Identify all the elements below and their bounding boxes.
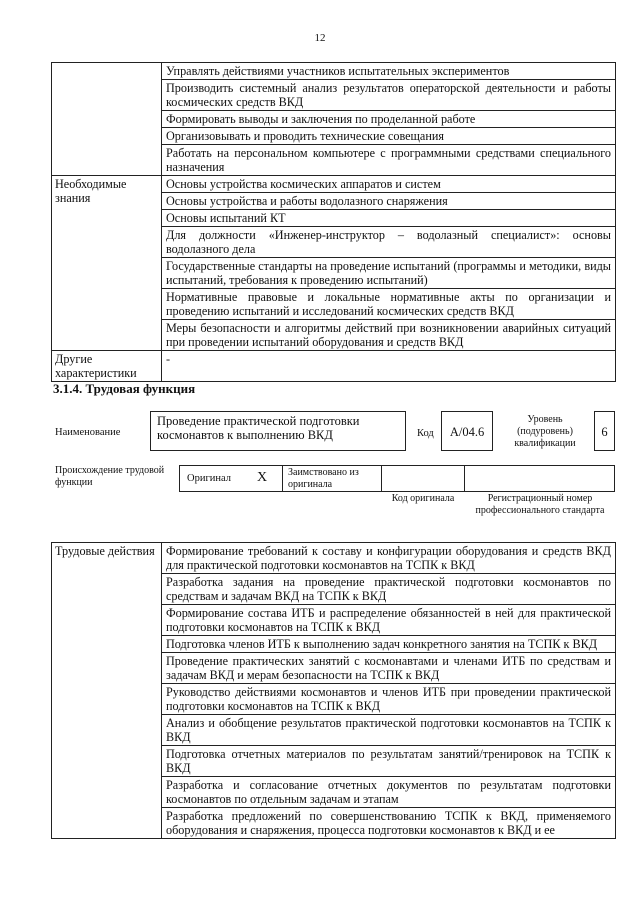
skills-knowledge-table xyxy=(51,62,616,382)
page-number: 12 xyxy=(314,32,326,44)
code-label: Код xyxy=(417,428,434,439)
row-text: - xyxy=(162,351,616,382)
original-mark: X xyxy=(257,470,268,485)
row-text: Подготовка отчетных материалов по результатам занятий/тренировок на ТСПК к ВКД xyxy=(162,746,616,777)
category-other: Другие характеристики xyxy=(52,351,162,382)
row-text: Организовывать и проводить технические совещания xyxy=(162,128,616,145)
row-text: Работать на персональном компьютере с программными средствами специального назначения xyxy=(162,145,616,176)
row-text: Формирование требований к составу и конфигурации оборудования и средств ВКД для практической подготовки космонавтов на ТСПК к ВКД xyxy=(162,543,616,574)
row-text: Формирование состава ИТБ и распределение обязанностей в ней для практической подготовки космонавтов на ТСПК к ВКД xyxy=(162,605,616,636)
category-labor-actions: Трудовые действия xyxy=(52,543,162,839)
name-label: Наименование xyxy=(55,427,121,438)
reg-number-caption: Регистрационный номер профессионального стандарта xyxy=(475,493,605,516)
section-title: 3.1.4. Трудовая функция xyxy=(53,381,196,396)
row-text: Разработка предложений по совершенствованию ТСПК к ВКД, применяемого оборудования и снаряжения, процесса подготовки космонавтов к ВКД и ее xyxy=(162,808,616,839)
table-row xyxy=(52,351,616,382)
borrowed-label: Заимствовано из оригинала xyxy=(288,467,359,490)
row-text: Проведение практических занятий с космонавтами и членами ИТБ по средствам и задачам ВКД и мерам безопасности на ТСПК к ВКД xyxy=(162,653,616,684)
origin-original-box xyxy=(179,465,283,492)
labor-actions-table xyxy=(51,542,616,839)
code-value: А/04.6 xyxy=(441,411,493,451)
code-original-caption: Код оригинала xyxy=(391,493,455,504)
row-text: Анализ и обобщение результатов практической подготовки космонавтов на ТСПК к ВКД xyxy=(162,715,616,746)
level-value: 6 xyxy=(594,411,615,451)
row-text: Формировать выводы и заключения по проделанной работе xyxy=(162,111,616,128)
original-label: Оригинал xyxy=(187,473,231,484)
category-knowledge: Необходимые знания xyxy=(52,176,162,351)
table-row xyxy=(52,543,616,574)
function-name-value: Проведение практической подготовки космонавтов к выполнению ВКД xyxy=(150,411,406,451)
level-label: Уровень (подуровень) квалификации xyxy=(514,414,576,449)
row-text: Управлять действиями участников испытательных экспериментов xyxy=(162,63,616,80)
origin-label: Происхождение трудовой функции xyxy=(55,465,165,488)
row-text: Основы устройства космических аппаратов и систем xyxy=(162,176,616,193)
row-text: Подготовка членов ИТБ к выполнению задач конкретного занятия на ТСПК к ВКД xyxy=(162,636,616,653)
row-text: Руководство действиями космонавтов и членов ИТБ при проведении практической подготовки космонавтов на ТСПК к ВКД xyxy=(162,684,616,715)
row-text: Разработка и согласование отчетных документов по результатам подготовки космонавтов по отдельным задачам и этапам xyxy=(162,777,616,808)
category-cell xyxy=(52,63,162,176)
reg-number-box xyxy=(464,465,615,492)
row-text: Производить системный анализ результатов операторской деятельности и работы космических средств ВКД xyxy=(162,80,616,111)
row-text: Государственные стандарты на проведение испытаний (программы и методики, виды испытаний, требования к проведению испытаний) xyxy=(162,258,616,289)
row-text: Основы устройства и работы водолазного снаряжения xyxy=(162,193,616,210)
row-text: Нормативные правовые и локальные нормативные акты по организации и проведению испытаний и исследований космических средств ВКД xyxy=(162,289,616,320)
row-text: Для должности «Инженер-инструктор – водолазный специалист»: основы водолазного дела xyxy=(162,227,616,258)
table-row xyxy=(52,63,616,80)
row-text: Меры безопасности и алгоритмы действий при возникновении аварийных ситуаций при проведении испытаний оборудования и средств ВКД xyxy=(162,320,616,351)
row-text: Основы испытаний КТ xyxy=(162,210,616,227)
code-original-box xyxy=(381,465,465,492)
table-row xyxy=(52,176,616,193)
origin-borrowed-box xyxy=(282,465,382,492)
row-text: Разработка задания на проведение практической подготовки космонавтов по средствам и задачам ВКД на ТСПК к ВКД xyxy=(162,574,616,605)
